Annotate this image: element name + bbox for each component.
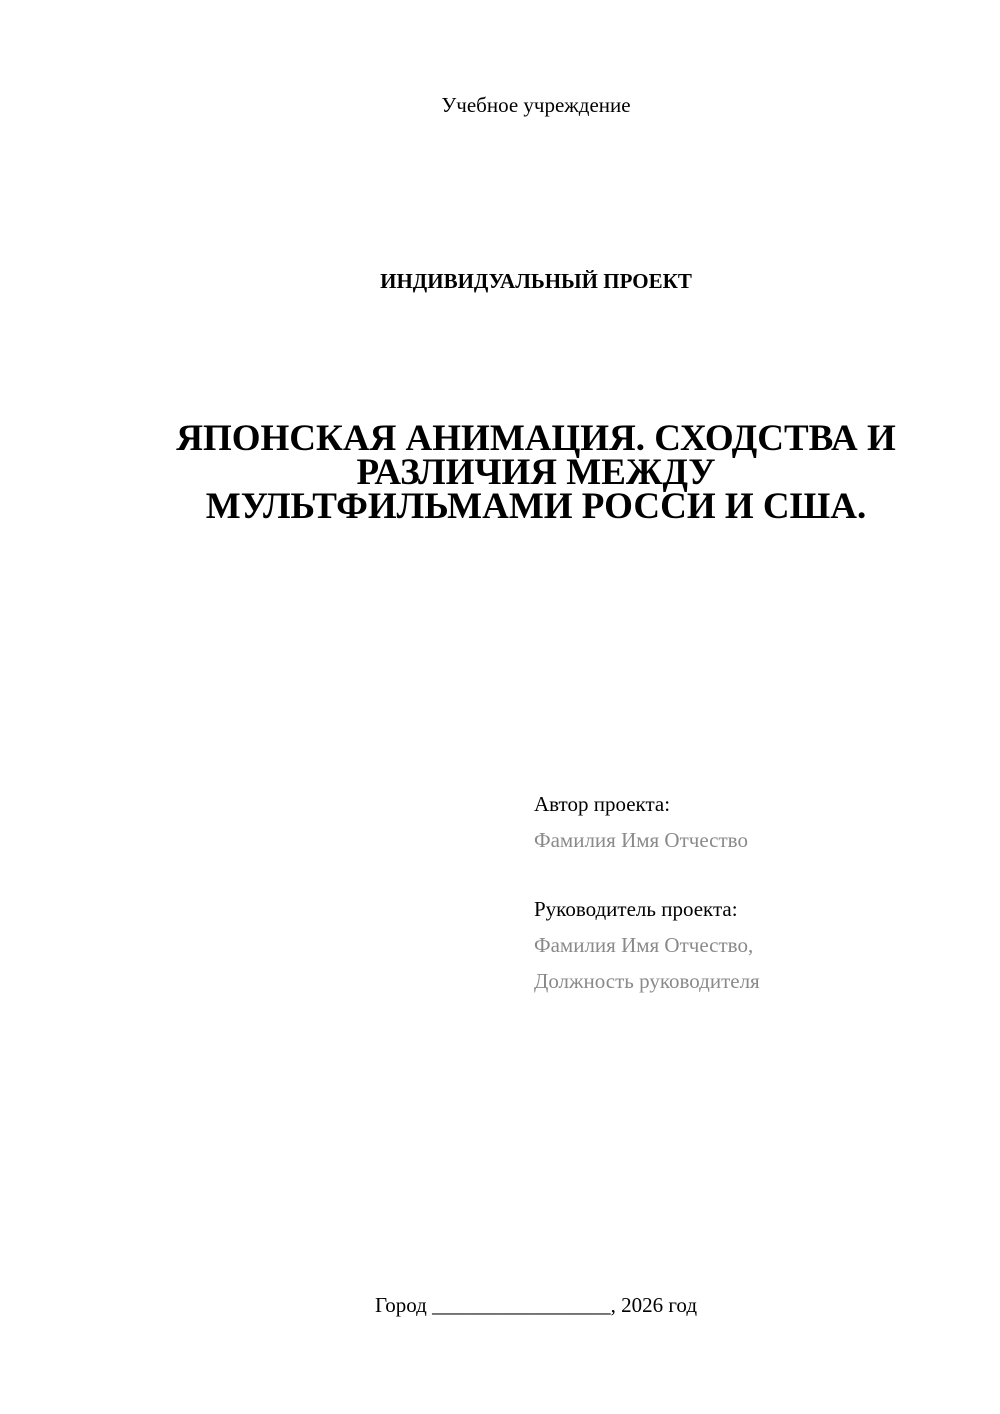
author-block bbox=[534, 791, 748, 853]
supervisor-label: Руководитель проекта: bbox=[534, 897, 738, 921]
author-label: Автор проекта: bbox=[534, 792, 671, 816]
supervisor-position: Должность руководителя bbox=[534, 969, 760, 993]
project-title-line-2: РАЗЛИЧИЯ МЕЖДУ bbox=[356, 452, 716, 493]
supervisor-block bbox=[534, 896, 760, 994]
supervisor-name: Фамилия Имя Отчество, bbox=[534, 933, 754, 957]
author-name: Фамилия Имя Отчество bbox=[534, 828, 748, 852]
city-year-line: Город _________________, 2026 год bbox=[374, 1293, 698, 1317]
project-title-line-3: МУЛЬТФИЛЬМАМИ РОССИ И США. bbox=[205, 486, 867, 527]
project-title-line-1: ЯПОНСКАЯ АНИМАЦИЯ. СХОДСТВА И bbox=[176, 418, 896, 459]
project-title bbox=[140, 418, 932, 527]
institution-name: Учебное учреждение bbox=[441, 93, 631, 117]
document-type: ИНДИВИДУАЛЬНЫЙ ПРОЕКТ bbox=[380, 269, 692, 293]
